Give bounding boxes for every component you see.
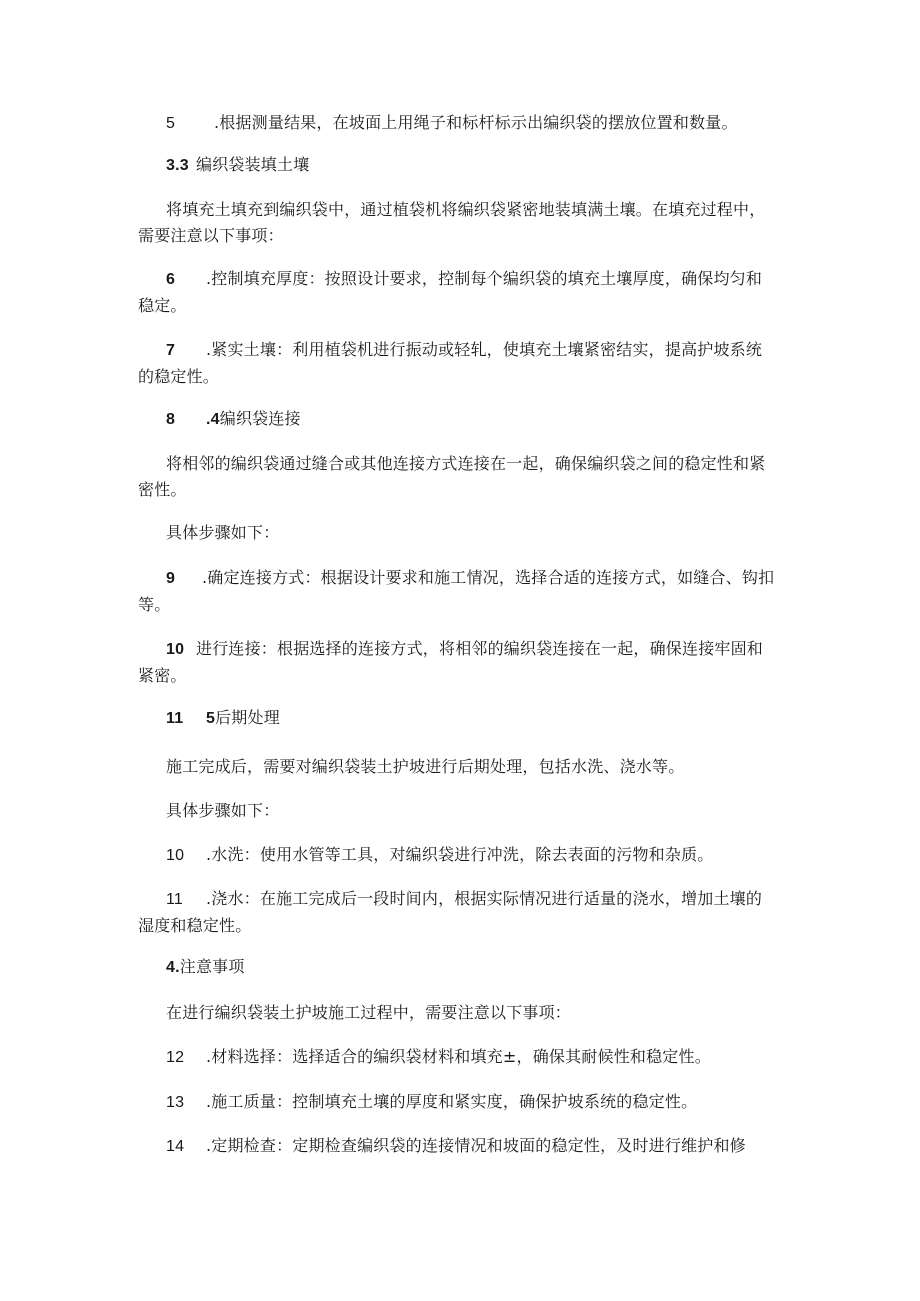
section-title: 后期处理 — [215, 710, 280, 727]
section-subnumber: .4 — [206, 411, 220, 428]
item-number: 9 — [166, 570, 176, 587]
item-text: .根据测量结果，在坡面上用绳子和标杆标示出编织袋的摆放位置和数量。 — [214, 113, 738, 132]
item-number: 5 — [166, 115, 176, 132]
section-number: 11 — [166, 710, 184, 727]
item-text: .材料选择：选择适合的编织袋材料和填充±，确保其耐候性和稳定性。 — [206, 1047, 711, 1066]
section-number: 3.3 — [166, 157, 189, 174]
item-number: 6 — [166, 271, 176, 288]
list-item — [138, 1089, 778, 1116]
list-item — [138, 1044, 778, 1071]
paragraph — [138, 197, 778, 249]
item-text: .水洗：使用水管等工具，对编织袋进行冲洗，除去表面的污物和杂质。 — [206, 845, 714, 864]
section-title: 注意事项 — [179, 959, 245, 976]
section-heading — [138, 955, 778, 981]
list-item — [138, 842, 778, 869]
paragraph-text: 在进行编织袋装土护坡施工过程中，需要注意以下事项： — [166, 1003, 572, 1022]
item-number: 12 — [166, 1049, 185, 1066]
list-item — [138, 266, 778, 319]
item-number: 13 — [166, 1094, 185, 1111]
item-number: 14 — [166, 1138, 185, 1155]
item-number: 11 — [166, 891, 184, 908]
item-text: .控制填充厚度：按照设计要求，控制每个编织袋的填充土壤厚度，确保均匀和稳定。 — [138, 269, 763, 315]
item-number: 10 — [166, 641, 185, 658]
list-item — [138, 110, 778, 137]
paragraph-text: 具体步骤如下： — [166, 801, 280, 820]
item-text: .紧实土壤：利用植袋机进行振动或轻轧，使填充土壤紧密结实，提高护坡系统的稳定性。 — [138, 340, 763, 386]
paragraph — [138, 754, 778, 780]
section-title: 编织袋连接 — [219, 411, 301, 428]
item-number: 7 — [166, 342, 176, 359]
list-item — [138, 337, 778, 390]
paragraph — [138, 520, 778, 546]
item-text: .施工质量：控制填充土壤的厚度和紧实度，确保护坡系统的稳定性。 — [206, 1092, 698, 1111]
section-number: 4. — [166, 959, 180, 976]
section-subnumber: 5 — [206, 710, 216, 727]
paragraph — [138, 798, 778, 824]
section-heading — [138, 153, 778, 179]
paragraph — [138, 451, 778, 503]
item-number: 10 — [166, 847, 185, 864]
paragraph-text: 施工完成后，需要对编织袋装土护坡进行后期处理，包括水洗、浇水等。 — [166, 757, 685, 776]
section-heading — [138, 706, 778, 732]
list-item — [138, 565, 778, 618]
paragraph-text: 具体步骤如下： — [166, 523, 280, 542]
paragraph-text: 将填充土填充到编织袋中，通过植袋机将编织袋紧密地装填满土壤。在填充过程中，需要注意以下事项： — [138, 200, 766, 245]
section-number: 8 — [166, 411, 176, 428]
section-heading — [138, 407, 778, 433]
list-item — [138, 886, 778, 939]
item-text: .确定连接方式：根据设计要求和施工情况，选择合适的连接方式，如缝合、钩扣等。 — [138, 568, 775, 614]
list-item — [138, 636, 778, 689]
item-text: 进行连接：根据选择的连接方式，将相邻的编织袋连接在一起，确保连接牢固和紧密。 — [138, 639, 764, 685]
item-text: .浇水：在施工完成后一段时间内，根据实际情况进行适量的浇水，增加土壤的湿度和稳定性。 — [138, 889, 763, 935]
item-text: .定期检查：定期检查编织袋的连接情况和坡面的稳定性，及时进行维护和修 — [206, 1136, 746, 1155]
section-title: 编织袋装填土壤 — [196, 157, 310, 174]
paragraph — [138, 1000, 778, 1026]
list-item — [138, 1133, 778, 1160]
paragraph-text: 将相邻的编织袋通过缝合或其他连接方式连接在一起，确保编织袋之间的稳定性和紧密性。 — [138, 454, 766, 499]
